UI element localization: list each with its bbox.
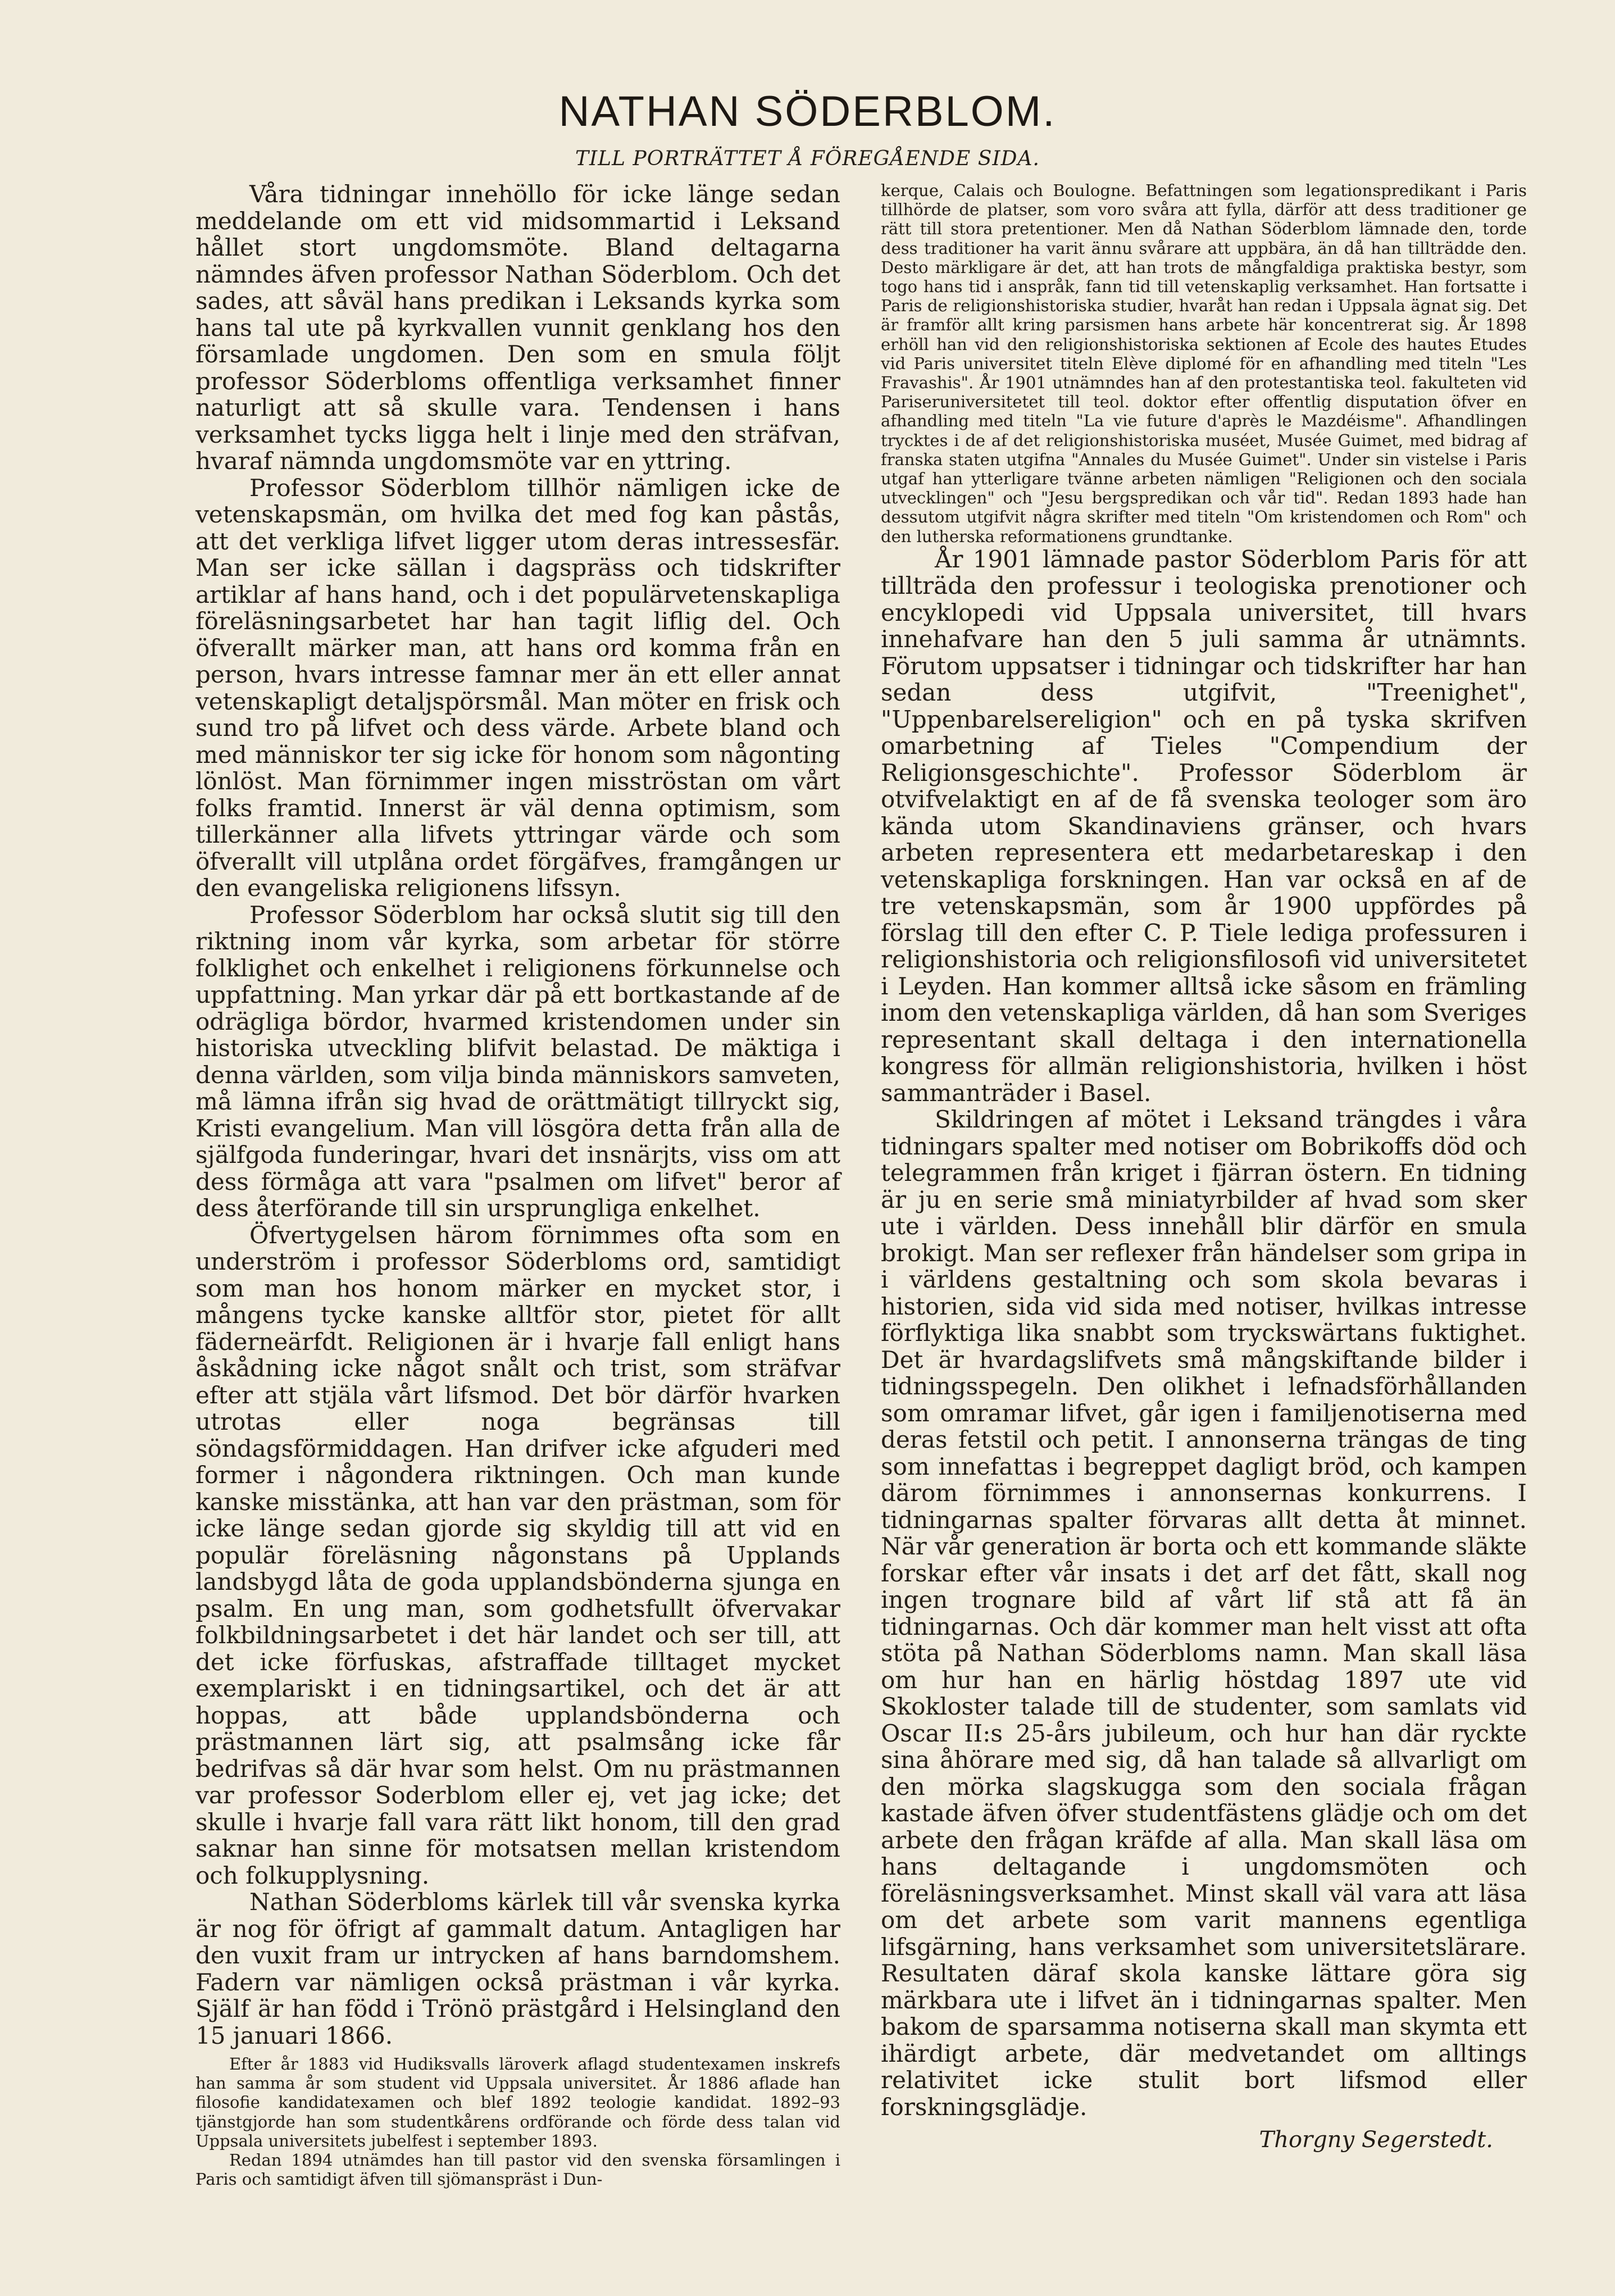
biographical-note: Redan 1894 utnämdes han till pastor vid den svenska församlingen i Paris och samtidigt äfven till sjömanspräst i Dun- bbox=[195, 2150, 840, 2189]
paragraph: År 1901 lämnade pastor Söderblom Paris för att tillträda den professur i teologiska prenotioner och encyklopedi vid Uppsala universitet, till hvars innehafvare han den 5 juli samma år utnämnts. Förutom uppsatser i tidningar och tidskrifter har han sedan dess utgifvit, "Treenighet", "Uppenbarelsereligion" och en på tyska skrifven omarbetning af Tieles "Compendium der Religionsgeschichte". Professor Söderblom är otvifvelaktigt en af de få svenska teologer som äro kända utom Skandinaviens gränser, och hvars arbeten representera ett medarbetareskap i den vetenskapliga forskningen. Han var också en af de tre vetenskapsmän, som år 1900 uppfördes på förslag till den efter C. P. Tiele lediga professuren i religionshistoria och religionsfilosofi vid universitetet i Leyden. Han kommer alltså icke såsom en främling inom den vetenskapliga världen, då han som Sveriges representant skall deltaga i den internationella kongress för allmän religionshistoria, hvilken i höst sammanträder i Basel. bbox=[881, 545, 1527, 1107]
paragraph: Professor Söderblom tillhör nämligen icke de vetenskapsmän, om hvilka det med fog kan påstås, att det verkliga lifvet ligger utom deras intressesfär. Man ser icke sällan i dagspräss och tidskrifter artiklar af hans hand, och i det populärvetenskapliga föreläsningsarbetet har han tagit liflig del. Och öfverallt märker man, att hans ord komma från en person, hvars intresse famnar mer än ett eller annat vetenskapligt detaljspörsmål. Man möter en frisk och sund tro på lifvet och dess värde. Arbete bland och med människor ter sig icke för honom som någonting lönlöst. Man förnimmer ingen misströstan om vårt folks framtid. Innerst är väl denna optimism, som tillerkänner alla lifvets yttringar värde och som öfverallt vill utplåna ordet förgäfves, framgången ur den evangeliska religionens lifssyn. bbox=[195, 474, 840, 902]
article-title: NATHAN SÖDERBLOM. bbox=[558, 88, 1057, 135]
paragraph: Öfvertygelsen härom förnimmes ofta som en underström i professor Söderbloms ord, samtidigt som man hos honom märker en mycket stor, i mångens tycke kanske alltför stor, pietet för allt fäderneärfdt. Religionen är i hvarje fall enligt hans åskådning icke något snålt och trist, som sträfvar efter att stjäla vårt lifsmod. Det bör därför hvarken utrotas eller noga begränsas till söndagsförmiddagen. Han drifver icke afguderi med former i någondera riktningen. Och man kunde kanske misstänka, att han var den prästman, som för icke länge sedan gjorde sig skyldig till att vid en populär föreläsning någonstans på Upplands landsbygd låta de goda upplandsbönderna sjunga en psalm. En ung man, som godhetsfullt öfvervakar folkbildningsarbetet i det här landet och ser till, att det icke förfuskas, afstraffade tilltaget mycket exemplariskt i en tidningsartikel, och det är att hoppas, att både upplandsbönderna och prästmannen lärt sig, att psalmsång icke får bedrifvas så där hvar som helst. Om nu prästmannen var professor Soderblom eller ej, vet jag icke; det skulle i hvarje fall vara rätt likt honom, till den grad saknar han sinne för motsatsen mellan kristendom och folkupplysning. bbox=[195, 1221, 840, 1889]
biographical-note: kerque, Calais och Boulogne. Befattningen som legationspredikant i Paris tillhörde de platser, som voro svåra att fylla, därför att dess traditioner ge rätt till stora pretentioner. Men då Nathan Söderblom lämnade den, torde dess traditioner ha varit ännu svårare att uppbära, än då han tillträdde den. Desto märkligare är det, att han trots de mångfaldiga praktiska bestyr, som togo hans tid i anspråk, fann tid till vetenskaplig verksamhet. Han fortsatte i Paris de religionshistoriska studier, hvaråt han redan i Uppsala ägnat sig. Det är framför allt kring parsismen hans arbete här koncentrerat sig. År 1898 erhöll han vid den religionshistoriska sektionen af Ecole des hautes Etudes vid Paris universitet titeln Elève diplomé för en afhandling med titeln "Les Fravashis". År 1901 utnämndes han af den protestantiska teol. fakulteten vid Pariseruniversitetet till teol. doktor efter offentlig disputation öfver en afhandling med titeln "La vie future d'après le Mazdéisme". Afhandlingen trycktes i de af det religionshistoriska muséet, Musée Guimet, med bidrag af franska staten utgifna "Annales du Musée Guimet". Under sin vistelse i Paris utgaf han ytterligare tvänne arbeten nämligen "Religionen och den sociala utvecklingen" och "Jesu bergspredikan och vår tid". Redan 1893 hade han dessutom utgifvit några skrifter med titeln "Om kristendomen och Rom" och den lutherska reformationens grundtanke. bbox=[881, 181, 1527, 546]
paragraph: Professor Söderblom har också slutit sig till den riktning inom vår kyrka, som arbetar för större folklighet och enkelhet i religionens förkunnelse och uppfattning. Man yrkar där på ett bortkastande af de odrägliga bördor, hvarmed kristendomen under sin historiska utveckling blifvit belastad. De mäktiga i denna världen, som vilja binda människors samveten, må lämna ifrån sig hvad de orättmätigt tillryckt sig, Kristi evangelium. Man vill lösgöra detta från alla de själfgoda funderingar, hvari det insnärjts, viss om att dess förmåga att vara "psalmen om lifvet" beror af dess återförande till sin ursprungliga enkelhet. bbox=[195, 901, 840, 1222]
biographical-note: Efter år 1883 vid Hudiksvalls läroverk aflagd studentexamen inskrefs han samma år som student vid Uppsala universitet. År 1886 aflade han filosofie kandidatexamen och blef 1892 teologie kandidat. 1892–93 tjänstgjorde han som studentkårens ordförande och förde dess talan vid Uppsala universitets jubelfest i september 1893. bbox=[195, 2054, 840, 2150]
right-column bbox=[881, 181, 1527, 2153]
paragraph: Våra tidningar innehöllo för icke länge sedan meddelande om ett vid midsommartid i Leksand hållet stort ungdomsmöte. Bland deltagarna nämndes äfven professor Nathan Söderblom. Och det sades, att såväl hans predikan i Leksands kyrka som hans tal ute på kyrkvallen vunnit genklang hos den församlade ungdomen. Den som en smula följt professor Söderbloms offentliga verksamhet finner naturligt att så skulle vara. Tendensen i hans verksamhet tycks ligga helt i linje med den sträfvan, hvaraf nämnda ungdomsmöte var en yttring. bbox=[195, 180, 840, 475]
paragraph: Skildringen af mötet i Leksand trängdes i våra tidningars spalter med notiser om Bobrikoffs död och telegrammen från kriget i fjärran östern. En tidning är ju en serie små miniatyrbilder af hvad som sker ute i världen. Dess innehåll blir därför en smula brokigt. Man ser reflexer från händelser som gripa in i världens gestaltning och som skola bevaras i historien, sida vid sida med notiser, hvilkas intresse förflyktiga lika snabbt som tryckswärtans fuktighet. Det är hvardagslifvets små mångskiftande bilder i tidningsspegeln. Den olikhet i lefnadsförhållanden som omramar lifvet, går igen i familjenotiserna med deras fetstil och petit. I annonserna trängas de ting som innefattas i begreppet dagligt bröd, och kampen därom förnimmes i annonsernas konkurrens. I tidningarnas spalter förvaras allt detta åt minnet. När vår generation är borta och ett kommande släkte forskar efter vår insats i det arf det fått, skall nog ingen trognare bild af vårt lif stå att få än tidningarnas. Och där kommer man helt visst att ofta stöta på Nathan Söderbloms namn. Man skall läsa om hur han en härlig höstdag 1897 ute vid Skokloster talade till de studenter, som samlats vid Oscar II:s 25-års jubileum, och hur han där ryckte sina åhörare med sig, då han talade så allvarligt om den mörka slagskugga som den sociala frågan kastade äfven öfver studentfästens glädje och om det arbete den frågan kräfde af alla. Man skall läsa om hans deltagande i ungdomsmöten och föreläsningsverksamhet. Minst skall väl vara att läsa om det arbete som varit mannens egentliga lifsgärning, hans verksamhet som universitetslärare. Resultaten däraf skola kanske lättare göra sig märkbara ute i lifvet än i tidningarnas spalter. Men bakom de sparsamma notiserna skall man skymta ett ihärdigt arbete, där medvetandet om alltings relativitet icke stulit bort lifsmod eller forskningsglädje. bbox=[881, 1106, 1527, 2121]
article-subtitle: TILL PORTRÄTTET Å FÖREGÅENDE SIDA. bbox=[575, 147, 1040, 170]
author-signature: Thorgny Segerstedt. bbox=[1259, 2127, 1493, 2153]
paragraph: Nathan Söderbloms kärlek till vår svenska kyrka är nog för öfrigt af gammalt datum. Antagligen har den vuxit fram ur intrycken af hans barndomshem. Fadern var nämligen också prästman i vår kyrka. Själf är han född i Trönö prästgård i Helsingland den 15 januari 1866. bbox=[195, 1888, 840, 2049]
left-column bbox=[195, 181, 840, 2189]
